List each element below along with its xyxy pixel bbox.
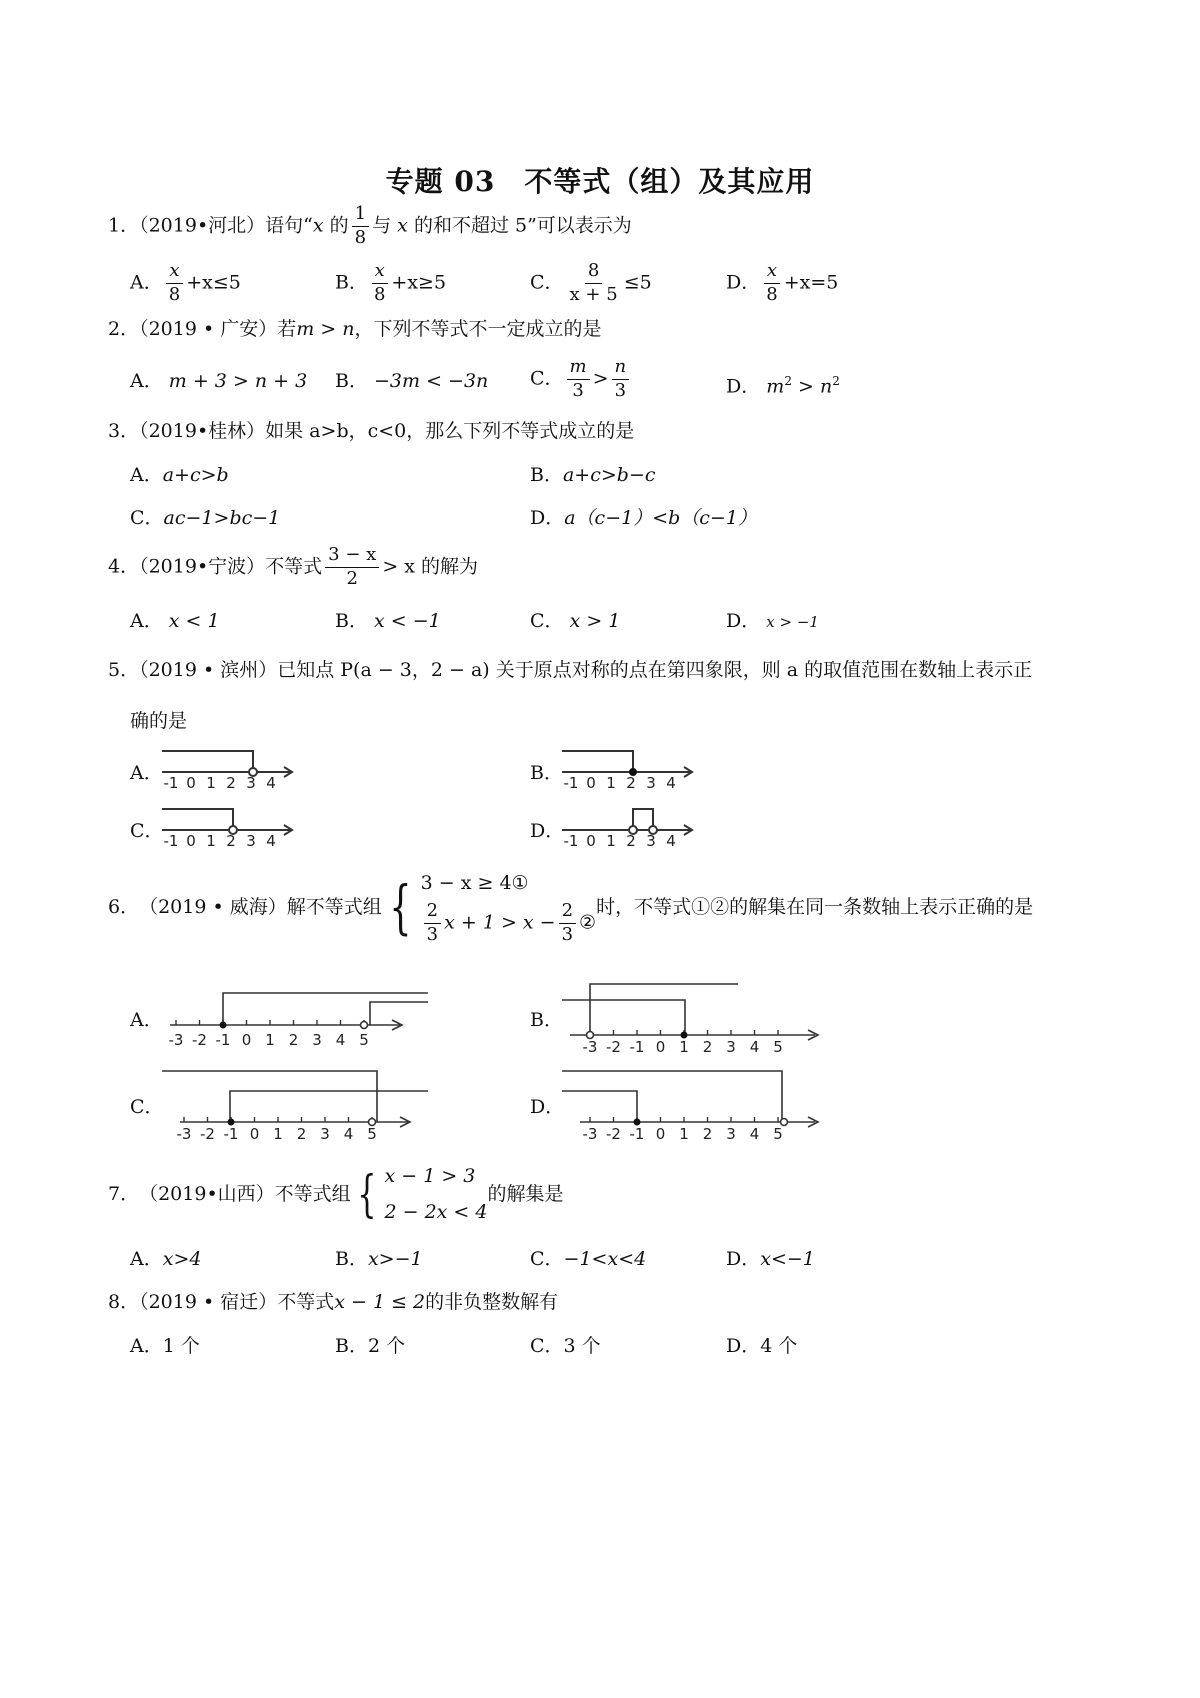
number-line-5c	[160, 803, 310, 853]
number-line-6b	[560, 980, 840, 1055]
fraction: $\frac{1}{8}$	[352, 205, 369, 248]
option-b[interactable]: B．2 个	[335, 1335, 406, 1357]
tick-label: 0	[249, 1125, 260, 1143]
tick-label: -2	[200, 1125, 215, 1143]
tick-label: 4	[343, 1125, 354, 1143]
option-d-label[interactable]: D．	[530, 1096, 565, 1118]
tick-label: 0	[186, 832, 196, 850]
option-d[interactable]: D．4 个	[726, 1335, 798, 1357]
option-a[interactable]: A．1 个	[130, 1335, 200, 1357]
number-line-5b	[560, 745, 710, 795]
number-line-5a	[160, 745, 310, 795]
tick-label: 1	[679, 1125, 689, 1143]
option-d[interactable]: D． x > −1	[726, 610, 819, 632]
question-2: 2．（2019 • 广安）若m > n，下列不等式不一定成立的是	[108, 318, 602, 340]
option-b[interactable]: B． x < −1	[335, 610, 441, 632]
tick-label: 3	[726, 1125, 736, 1143]
tick-label: 2	[626, 832, 636, 850]
number-line-6a	[160, 985, 440, 1055]
tick-label: 3	[246, 832, 256, 850]
option-b[interactable]: B． $\frac{x}{8}$ +x≥5	[335, 260, 447, 305]
option-d[interactable]: D．a（c−1）<b（c−1）	[530, 507, 757, 529]
option-c[interactable]: C． $\frac{m}{3}$ > $\frac{n}{3}$	[530, 358, 632, 401]
question-1: 1．（2019•河北）语句“x 的 $\frac{1}{8}$ 与 x 的和不超过 5”可以表示为	[108, 203, 632, 248]
option-c-label[interactable]: C．	[130, 1096, 164, 1118]
option-d[interactable]: D． $m^2 > n^2$	[726, 374, 840, 398]
tick-label: -1	[223, 1125, 239, 1143]
tick-label: 1	[265, 1031, 275, 1049]
number-line-5d	[560, 803, 710, 853]
tick-label: -1	[629, 1125, 645, 1143]
tick-label: -2	[606, 1038, 621, 1055]
inequality-system: { x − 1 > 3 2 − 2x < 4	[357, 1165, 488, 1223]
tick-label: 1	[206, 774, 216, 792]
option-b[interactable]: B． −3m < −3n	[335, 370, 489, 392]
tick-label: 1	[679, 1038, 689, 1055]
tick-label: -1	[163, 832, 179, 850]
option-a[interactable]: A． m + 3 > n + 3	[130, 370, 308, 392]
tick-label: 2	[226, 832, 236, 850]
option-d[interactable]: D．x<−1	[726, 1248, 815, 1270]
tick-label: 0	[586, 774, 596, 792]
option-a-label[interactable]: A．	[130, 1009, 163, 1031]
option-b-label[interactable]: B．	[530, 762, 563, 784]
tick-label: -1	[629, 1038, 645, 1055]
option-c[interactable]: C． x > 1	[530, 610, 621, 632]
tick-label: 1	[273, 1125, 283, 1143]
question-3: 3．（2019•桂林）如果 a>b，c<0，那么下列不等式成立的是	[108, 420, 635, 442]
option-c-label[interactable]: C．	[130, 820, 164, 842]
tick-label: 2	[702, 1038, 713, 1055]
tick-label: 5	[773, 1038, 783, 1055]
tick-label: 0	[241, 1031, 252, 1049]
option-a[interactable]: A． x < 1	[130, 610, 220, 632]
number-line-6d	[560, 1065, 840, 1145]
tick-label: 1	[606, 832, 616, 850]
tick-label: 4	[266, 774, 276, 792]
option-c[interactable]: C． $\frac{8}{x + 5}$ ≤5	[530, 260, 652, 305]
inequality-system: { 3 − x ≥ 4① $\frac{2}{3}$ x + 1 > x − $\frac{2}{3}$ ②	[389, 872, 597, 945]
tick-label: 0	[186, 774, 196, 792]
option-c[interactable]: C．3 个	[530, 1335, 601, 1357]
tick-label: 2	[288, 1031, 299, 1049]
question-4: 4．（2019•宁波）不等式 $\frac{3 - x}{2}$ > x 的解为	[108, 544, 479, 589]
question-number: 1．	[108, 214, 140, 237]
option-a[interactable]: A．x>4	[130, 1248, 202, 1270]
question-7: 7． （2019•山西） 不等式组 { x − 1 > 3 2 − 2x < 4 的解集是	[108, 1165, 564, 1223]
tick-label: 2	[626, 774, 636, 792]
option-c[interactable]: C．ac−1>bc−1	[130, 507, 281, 529]
tick-label: 3	[726, 1038, 736, 1055]
tick-label: 3	[646, 774, 656, 792]
question-5-cont: 确的是	[130, 710, 188, 732]
question-8: 8．（2019 • 宿迁）不等式x − 1 ≤ 2的非负整数解有	[108, 1291, 559, 1313]
option-b[interactable]: B．x>−1	[335, 1248, 423, 1270]
tick-label: -1	[215, 1031, 231, 1049]
tick-label: 4	[266, 832, 276, 850]
option-a-label[interactable]: A．	[130, 762, 163, 784]
question-6: 6． （2019 • 威海） 解不等式组 { 3 − x ≥ 4① $\frac{2}{3}$ x + 1 > x − $\frac{2}{3}$ ② 时，不等式①②的解集在同一条数轴上表示正确的是	[108, 872, 1034, 945]
tick-label: 2	[226, 774, 236, 792]
tick-label: 2	[296, 1125, 307, 1143]
tick-label: 4	[749, 1038, 760, 1055]
question-5: 5．（2019 • 滨州）已知点 P(a − 3，2 − a) 关于原点对称的点在第四象限，则 a 的取值范围在数轴上表示正	[108, 659, 1033, 681]
tick-label: 0	[655, 1125, 666, 1143]
option-a[interactable]: A． $\frac{x}{8}$ +x≤5	[130, 260, 241, 305]
question-source: （2019•河北）	[139, 214, 266, 237]
page-title: 专题 03 不等式（组）及其应用	[385, 165, 815, 198]
tick-label: -2	[606, 1125, 621, 1143]
tick-label: 1	[206, 832, 216, 850]
tick-label: 3	[646, 832, 656, 850]
tick-label: 3	[312, 1031, 322, 1049]
tick-label: 4	[666, 774, 676, 792]
tick-label: -1	[163, 774, 179, 792]
tick-label: 0	[586, 832, 596, 850]
tick-label: -2	[192, 1031, 207, 1049]
number-line-6c	[160, 1065, 440, 1145]
tick-label: -3	[582, 1038, 598, 1055]
tick-label: -3	[582, 1125, 598, 1143]
tick-label: -3	[168, 1031, 184, 1049]
tick-label: 4	[749, 1125, 760, 1143]
option-c[interactable]: C．−1<x<4	[530, 1248, 647, 1270]
option-a[interactable]: A．a+c>b	[130, 464, 229, 486]
option-b-label[interactable]: B．	[530, 1009, 563, 1031]
tick-label: 5	[367, 1125, 377, 1143]
tick-label: -1	[563, 774, 579, 792]
tick-label: 4	[666, 832, 676, 850]
tick-label: 2	[702, 1125, 713, 1143]
tick-label: 5	[359, 1031, 369, 1049]
tick-label: -3	[176, 1125, 192, 1143]
tick-label: -1	[563, 832, 579, 850]
tick-label: 3	[320, 1125, 330, 1143]
option-d-label[interactable]: D．	[530, 820, 565, 842]
tick-label: 0	[655, 1038, 666, 1055]
option-d[interactable]: D． $\frac{x}{8}$ +x=5	[726, 260, 839, 305]
tick-label: 5	[773, 1125, 783, 1143]
option-b[interactable]: B．a+c>b−c	[530, 464, 656, 486]
tick-label: 1	[606, 774, 616, 792]
tick-label: 3	[246, 774, 256, 792]
tick-label: 4	[335, 1031, 346, 1049]
